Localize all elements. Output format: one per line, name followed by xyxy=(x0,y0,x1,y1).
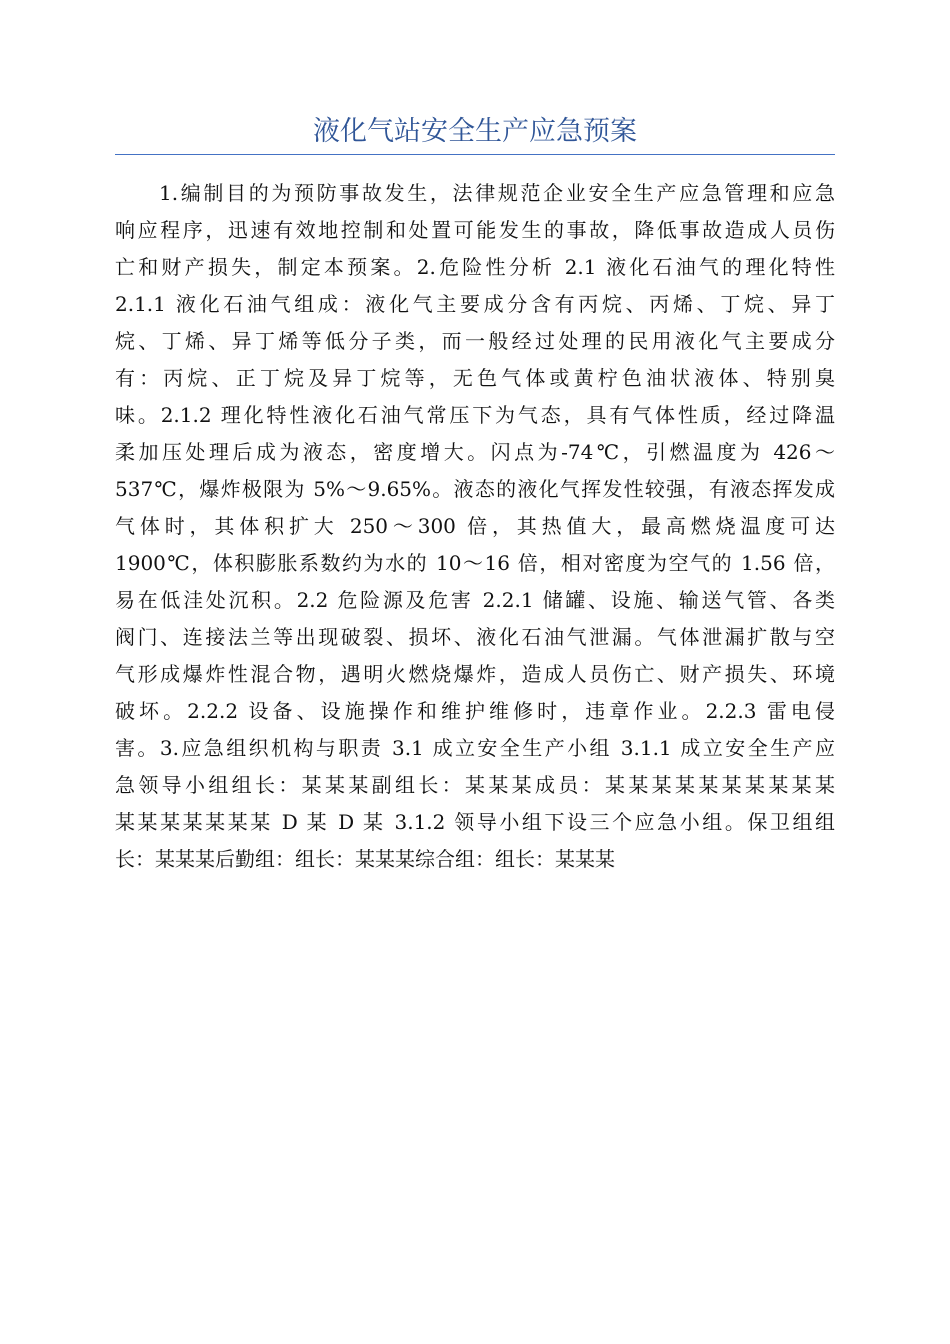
title-underline xyxy=(115,154,835,155)
document-body xyxy=(115,175,835,878)
body-line-1: 1.编制目的为预防事故发生，法律规范企业安全生产应急管理和应急 xyxy=(159,181,835,205)
body-line-8: 柔加压处理后成为液态，密度增大。闪点为-74℃，引燃温度为 426～ xyxy=(115,440,835,464)
body-line-2: 响应程序，迅速有效地控制和处置可能发生的事故，降低事故造成人员伤 xyxy=(115,218,835,242)
body-line-5: 烷、丁烯、异丁烯等低分子类，而一般经过处理的民用液化气主要成分 xyxy=(115,329,835,353)
body-line-18: 某某某某某某某 D 某 D 某 3.1.2 领导小组下设三个应急小组。保卫组组 xyxy=(115,810,835,834)
body-line-9: 537℃，爆炸极限为 5%～9.65%。液态的液化气挥发性较强，有液态挥发成 xyxy=(115,477,835,501)
body-line-10: 气体时，其体积扩大 250～300 倍，其热值大，最高燃烧温度可达 xyxy=(115,514,835,538)
body-line-15: 破坏。2.2.2 设备、设施操作和维护维修时，违章作业。2.2.3 雷电侵 xyxy=(115,699,835,723)
body-line-6: 有：丙烷、正丁烷及异丁烷等，无色气体或黄柠色油状液体、特别臭 xyxy=(115,366,835,390)
body-line-12: 易在低洼处沉积。2.2 危险源及危害 2.2.1 储罐、设施、输送气管、各类 xyxy=(115,588,835,612)
body-line-3: 亡和财产损失，制定本预案。2.危险性分析 2.1 液化石油气的理化特性 xyxy=(115,255,835,279)
body-line-13: 阀门、连接法兰等出现破裂、损坏、液化石油气泄漏。气体泄漏扩散与空 xyxy=(115,625,835,649)
document-title: 液化气站安全生产应急预案 xyxy=(313,116,637,147)
body-line-16: 害。3.应急组织机构与职责 3.1 成立安全生产小组 3.1.1 成立安全生产应 xyxy=(115,736,835,760)
body-line-4: 2.1.1 液化石油气组成：液化气主要成分含有丙烷、丙烯、丁烷、异丁 xyxy=(115,292,835,316)
body-line-14: 气形成爆炸性混合物，遇明火燃烧爆炸，造成人员伤亡、财产损失、环境 xyxy=(115,662,835,686)
body-line-19: 长：某某某后勤组：组长：某某某综合组：组长：某某某 xyxy=(115,847,615,871)
body-line-7: 味。2.1.2 理化特性液化石油气常压下为气态，具有气体性质，经过降温 xyxy=(115,403,835,427)
body-line-17: 急领导小组组长：某某某副组长：某某某成员：某某某某某某某某某某 xyxy=(115,773,835,797)
body-line-11: 1900℃，体积膨胀系数约为水的 10～16 倍，相对密度为空气的 1.56 倍， xyxy=(115,551,835,575)
